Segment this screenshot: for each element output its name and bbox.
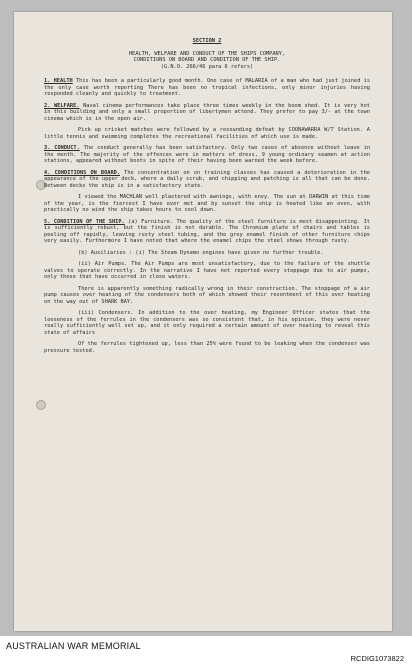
section-title: SECTION 2	[192, 38, 222, 44]
paragraph-auxiliaries: (b) Auxiliaries : (i) The Steam Dynamo engines have given no further trouble.	[78, 249, 324, 256]
paragraph-text: This has been a particularly good month. One case of MALARIA of a man who had just joined is the only case worth reporting There has been no tropical infections, only minor injuries having responded cleanly and quickly to treatment.	[44, 78, 371, 97]
paragraph-label: 2. WELFARE.	[44, 102, 80, 109]
paragraph-conduct	[44, 145, 370, 165]
report-heading-line2: CONDITIONS ON BOARD AND CONDITION OF THE SHIP.	[133, 57, 281, 63]
paragraph-label: 1. HEALTH	[44, 78, 73, 84]
paragraph-welfare-cont: Pick up cricket matches were followed by a resounding defeat by COONAWARRA W/T Station. A little tennis and swimming completes the recreational facilities of which use is made.	[44, 127, 370, 140]
paragraph-label: 5. CONDITION OF THE SHIP.	[44, 218, 125, 225]
paragraph-construction: There is apparently something radically wrong in their construction. The stoppage of a air pump causes over heating of the condensers both of which showed their resentment of this over heating on the way out of SHARK BAY.	[44, 285, 370, 305]
paragraph-condition-of-ship	[44, 219, 370, 245]
report-heading-line1: HEALTH, WELFARE AND CONDUCT OF THE SHIPS COMPANY,	[128, 50, 286, 57]
paragraph-condensers: (iii) Condensers. In addition to the over heating, my Engineer Officer states that the looseness of the ferrules in the condensers was so consistent that, in his opinion, they were never really sufficiently well set up, and it only required a certain amount of over heating to reveal this state of affairs	[44, 310, 370, 336]
paragraph-label: 4. CONDITIONS ON BOARD.	[44, 169, 121, 176]
paragraph-welfare	[44, 103, 370, 123]
paragraph-conditions-on-board	[44, 170, 370, 190]
paragraph-text: Naval cinema performances take place three times weekly in the boom shed. It is very hot in this building and only a small proportion of libertymen attend. They prefer to pay 3/- at the town cinema which is in the open air.	[44, 102, 370, 122]
paragraph-air-pumps: (ii) Air Pumps. The Air Pumps are most unsatisfactory, due to the failure of the shuttle valves to operate correctly. In the narrative I have not reported every stoppage due to air pumps, only those that have occurred in close waters.	[44, 261, 370, 280]
archive-source-label: AUSTRALIAN WAR MEMORIAL	[6, 641, 141, 651]
document-body	[44, 38, 370, 359]
punch-hole	[36, 400, 46, 410]
document-page	[14, 12, 392, 631]
paragraph-text: (a) Furniture. The quality of the steel furniture is most disappointing. It is sufficiently robust, but the finish is not durable. The Chromium plate of chairs and tables is peeling off rapidly, leaving rusty steel tubing, and the grey enamel finish of other furniture chips very easily. Furthermore I have noted that where the enamel chips the steel shows through rusty.	[44, 218, 370, 244]
archive-record-id: RCDIG1073822	[350, 654, 404, 663]
paragraph-conditions-cont: I viewed the MACHLAN well plastered with awnings, with envy. The sun at DARWIN at this time of the year, is the fiercest I have ever met and by sunset the ship is heated like an oven, with practically no wind the ship takes hours to cool down.	[44, 194, 370, 213]
paragraph-text: The conduct generally has been satisfactory. Only two cases of absence without leave in the month. The majority of the offences were in matters of dress, 9 young ordinary seamen at action stations, appeared without boots in spite of their having been warned the week before.	[44, 145, 370, 164]
paragraph-health	[44, 78, 370, 98]
paragraph-ferrules: Of the ferrules tightened up, less than 25% were found to be leaking when the condenser was pressure tested.	[44, 341, 370, 354]
paragraph-text: The concentration on on training classes has caused a deterioration in the appearance of the upper deck, where a daily scrub, and chipping and patching is all that can be done. Between decks the ship is in a satisfactory state.	[44, 169, 370, 189]
report-heading-reference: (G.N.O. 266/46 para 6 refers)	[160, 63, 254, 70]
paragraph-label: 3. CONDUCT.	[44, 145, 80, 151]
